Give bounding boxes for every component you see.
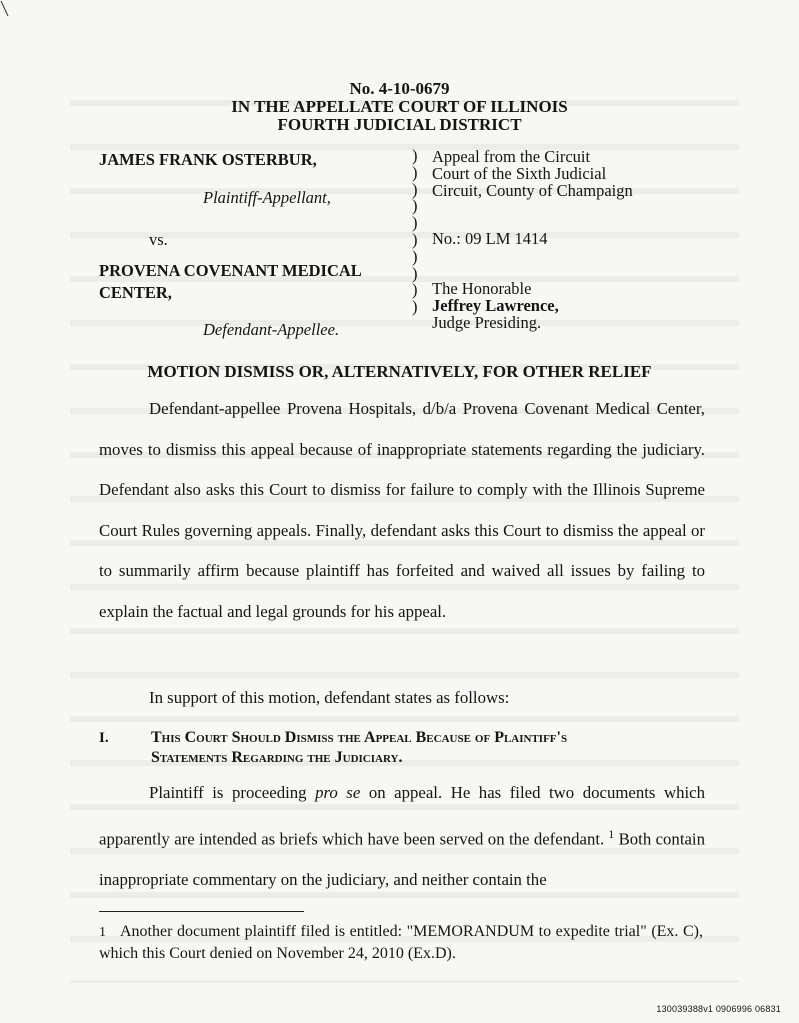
pro-se-italic: pro se [315, 783, 361, 802]
section-title-line1: This Court Should Dismiss the Appeal Because of Plaintiff's [151, 729, 568, 746]
section-title [151, 728, 711, 768]
paragraph-intro-text [99, 389, 705, 633]
defendant-name-line1: PROVENA COVENANT MEDICAL [99, 261, 362, 280]
plaintiff-role: Plaintiff-Appellant, [203, 188, 331, 207]
court-name: IN THE APPELLATE COURT OF ILLINOIS [231, 97, 568, 116]
paragraph-1: Defendant-appellee Provena Hospitals, d/b/a Provena Covenant Medical Center, moves to dismiss this appeal because of inappropriate statements regarding the judiciary. Defendant also asks this Court to dismiss for failure to comply with the Illinois Supreme Court Rules governing appeals. Finally, defendant asks this Court to dismiss the appeal or to summarily affirm because plaintiff has forfeited and waived all issues by failing to explain the factual and legal grounds for his appeal. [99, 399, 705, 621]
footnote [99, 921, 703, 964]
document-id: 130039388v1 0906996 06831 [656, 1004, 781, 1014]
scan-corner-mark [0, 0, 14, 20]
case-header [0, 80, 799, 134]
appeal-from-line2: Court of the Sixth Judicial [432, 164, 607, 183]
paren: ) [412, 196, 418, 216]
judge-name: Jeffrey Lawrence, [432, 296, 559, 315]
paragraph-3-middle: on appeal. He has filed two documents which apparently are intended as briefs which have been served on the defendant. [99, 783, 705, 849]
paren: ) [412, 263, 418, 283]
paren: ) [412, 229, 418, 249]
paren: ) [412, 213, 418, 233]
paragraph-section [99, 773, 705, 900]
paragraph-3-start: Plaintiff is proceeding [149, 783, 316, 802]
paren: ) [412, 179, 418, 199]
footnote-text: Another document plaintiff filed is entitled: "MEMORANDUM to expedite trial" (Ex. C), which this Court denied on November 24, 2010 (Ex.D). [99, 923, 703, 962]
paren: ) [412, 246, 418, 266]
appeal-from-line1: Appeal from the Circuit [432, 147, 591, 166]
paragraph-3-end: Both contain inappropriate commentary on the judiciary, and neither contain the [99, 829, 705, 889]
paren: ) [412, 297, 418, 317]
section-number: I. [99, 730, 109, 746]
caption-parentheses [412, 148, 424, 316]
judge-line1: The Honorable [432, 279, 532, 298]
district-name: FOURTH JUDICIAL DISTRICT [277, 115, 522, 134]
case-number: No. 4-10-0679 [349, 79, 450, 98]
footnote-divider [99, 911, 304, 912]
plaintiff-name: JAMES FRANK OSTERBUR, [99, 150, 317, 169]
footnote-marker: 1 [99, 925, 106, 940]
paragraph-support [99, 678, 705, 719]
defendant-name-line2: CENTER, [99, 283, 172, 302]
defendant-role: Defendant-Appellee. [203, 320, 340, 339]
paren: ) [412, 146, 418, 165]
motion-title: MOTION DISMISS OR, ALTERNATIVELY, FOR OTHER RELIEF [147, 362, 652, 381]
section-title-line2: Statements Regarding the Judiciary. [151, 749, 403, 766]
versus-label: vs. [149, 230, 168, 249]
docket-number: No.: 09 LM 1414 [432, 229, 548, 248]
judge-line3: Judge Presiding. [432, 313, 542, 332]
appeal-from-line3: Circuit, County of Champaign [432, 181, 633, 200]
paren: ) [412, 280, 418, 300]
paren: ) [412, 162, 418, 182]
paragraph-2: In support of this motion, defendant states as follows: [149, 688, 510, 707]
footnote-reference[interactable]: 1 [608, 826, 615, 841]
